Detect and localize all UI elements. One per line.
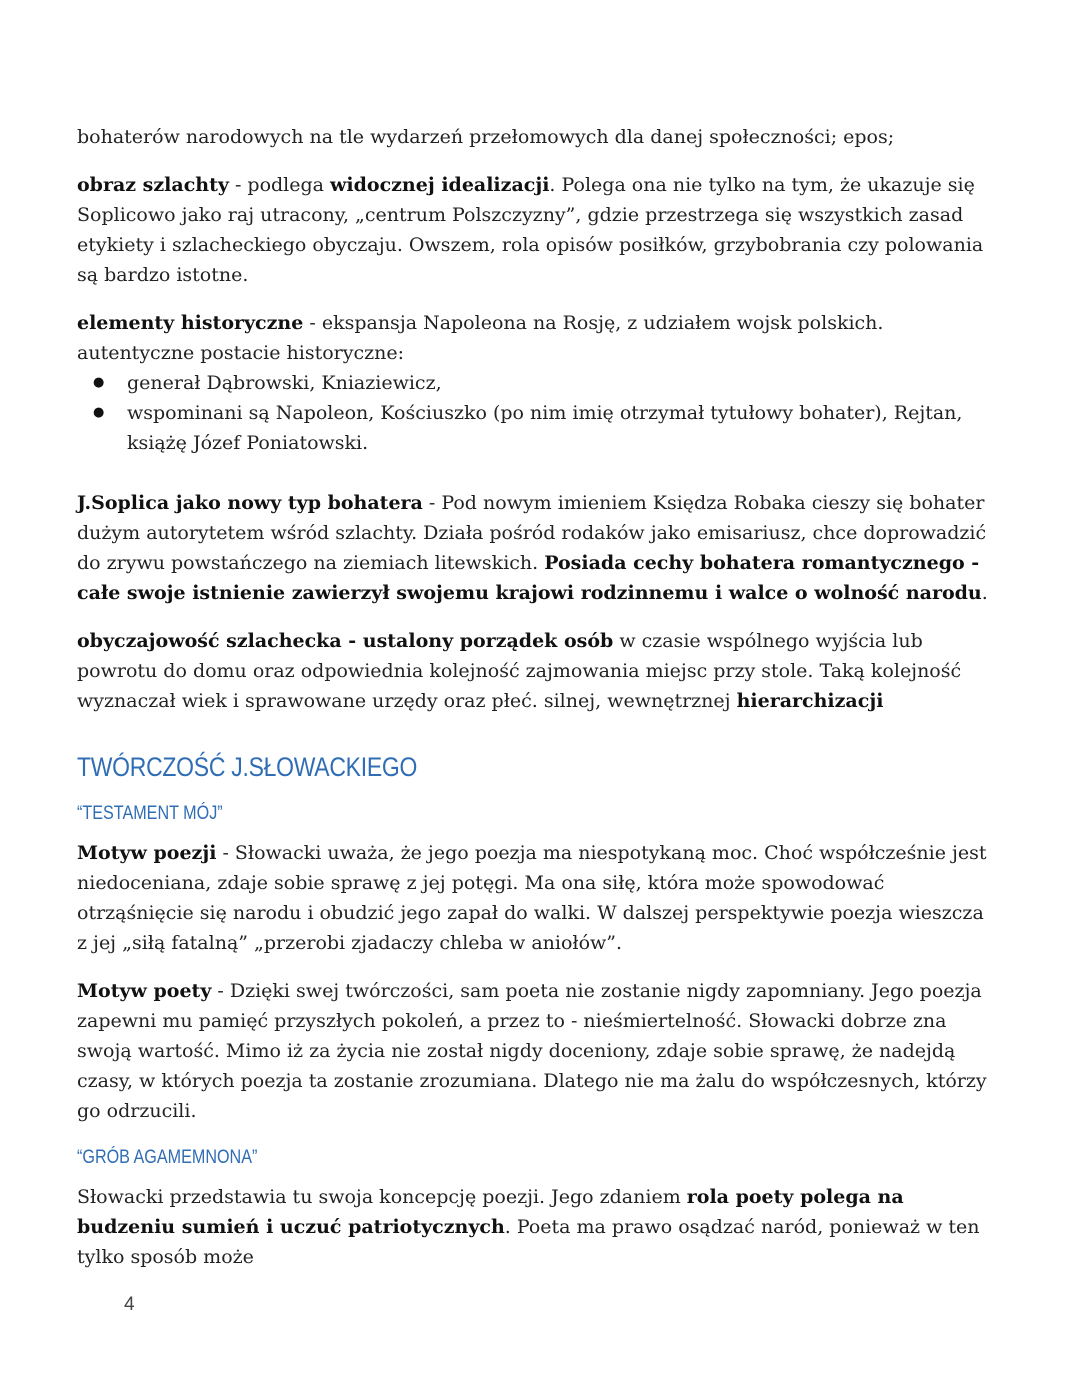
paragraph-text: . Poeta ma prawo osądzać naród, ponieważ w ten tylko sposób może: [77, 1216, 980, 1268]
document-page: [77, 122, 997, 1272]
paragraph-j-soplica: [77, 488, 997, 608]
paragraph-text: Słowacki przedstawia tu swoja koncepcję poezji. Jego zdaniem: [77, 1186, 687, 1208]
paragraph-obraz-szlachty: [77, 170, 997, 290]
subheading-grob-agamemnona: “GRÓB AGAMEMNONA”: [77, 1147, 258, 1168]
term-cechy-bohatera-romantycznego: Posiada cechy bohatera romantycznego - całe swoje istnienie zawierzył swojemu krajowi rodzinnemu i walce o wolność narodu: [77, 552, 982, 604]
paragraph-text: - Słowacki uważa, że jego poezja ma niespotykaną moc. Choć współcześnie jest niedoceniana, zdaje sobie sprawę z jej potęgi. Ma ona siłę, która może spowodować otrząśnięcie się narodu i obudzić jego zapał do walki. W dalszej perspektywie poezja wieszcza z jej „siłą fatalną” „przerobi zjadaczy chleba w aniołów”.: [77, 842, 987, 954]
list-item: ● generał Dąbrowski, Kniaziewicz,: [127, 368, 997, 398]
term-elementy-historyczne: elementy historyczne: [77, 312, 304, 334]
term-hierarchizacji: hierarchizacji: [736, 690, 884, 712]
paragraph-obyczajowosc: [77, 626, 997, 716]
paragraph-elementy-historyczne: [77, 308, 997, 368]
paragraph-text: bohaterów narodowych na tle wydarzeń przełomowych dla danej społeczności; epos;: [77, 126, 895, 148]
paragraph-motyw-poezji: [77, 838, 997, 958]
term-motyw-poety: Motyw poety: [77, 980, 212, 1002]
term-j-soplica: J.Soplica jako nowy typ bohatera: [77, 492, 423, 514]
term-obyczajowosc-szlachecka: obyczajowość szlachecka - ustalony porządek osób: [77, 630, 614, 652]
paragraph-text: - Dzięki swej twórczości, sam poeta nie zostanie nigdy zapomniany. Jego poezja zapewni mu pamięć przyszłych pokoleń, a przez to - nieśmiertelność. Słowacki dobrze zna swoją wartość. Mimo iż za życia nie został nigdy doceniony, zdaje sobie sprawę, że nadejdą czasy, w których poezja ta zostanie zrozumiana. Dlatego nie ma żalu do współczesnych, którzy go odrzucili.: [77, 980, 987, 1122]
paragraph-text: - podlega: [228, 174, 331, 196]
historical-figures-list: [77, 368, 997, 458]
paragraph-text: - Pod nowym imieniem Księdza Robaka cieszy się bohater dużym autorytetem wśród szlachty. Działa pośród rodaków jako emisariusz, chce doprowadzić do zrywu powstańczego na ziemiach litewskich.: [77, 492, 987, 574]
paragraph-grob-agamemnona: [77, 1182, 997, 1272]
section-heading: TWÓRCZOŚĆ J.SŁOWACKIEGO: [77, 752, 418, 782]
paragraph-text: . Polega ona nie tylko na tym, że ukazuje się Soplicowo jako raj utracony, „centrum Polszczyzny”, gdzie przestrzega się wszystkich zasad etykiety i szlacheckiego obyczaju. Owszem, rola opisów posiłków, grzybobrania czy polowania są bardzo istotne.: [77, 174, 984, 286]
paragraph-motyw-poety: [77, 976, 997, 1126]
paragraph-text: .: [981, 582, 988, 604]
term-motyw-poezji: Motyw poezji: [77, 842, 217, 864]
term-rola-poety: rola poety polega na budzeniu sumień i uczuć patriotycznych: [77, 1186, 904, 1238]
term-widocznej-idealizacji: widocznej idealizacji: [330, 174, 550, 196]
term-obraz-szlachty: obraz szlachty: [77, 174, 229, 196]
paragraph-intro: [77, 122, 997, 152]
paragraph-text: - ekspansja Napoleona na Rosję, z udziałem wojsk polskich. autentyczne postacie historyczne:: [77, 312, 884, 364]
list-item: ● wspominani są Napoleon, Kościuszko (po nim imię otrzymał tytułowy bohater), Rejtan, książę Józef Poniatowski.: [127, 398, 997, 458]
page-number: 4: [124, 1294, 135, 1315]
subheading-testament-moj: “TESTAMENT MÓJ”: [77, 803, 223, 824]
paragraph-text: w czasie wspólnego wyjścia lub powrotu do domu oraz odpowiednia kolejność zajmowania miejsc przy stole. Taką kolejność wyznaczał wiek i sprawowane urzędy oraz płeć. silnej, wewnętrznej: [77, 630, 962, 712]
